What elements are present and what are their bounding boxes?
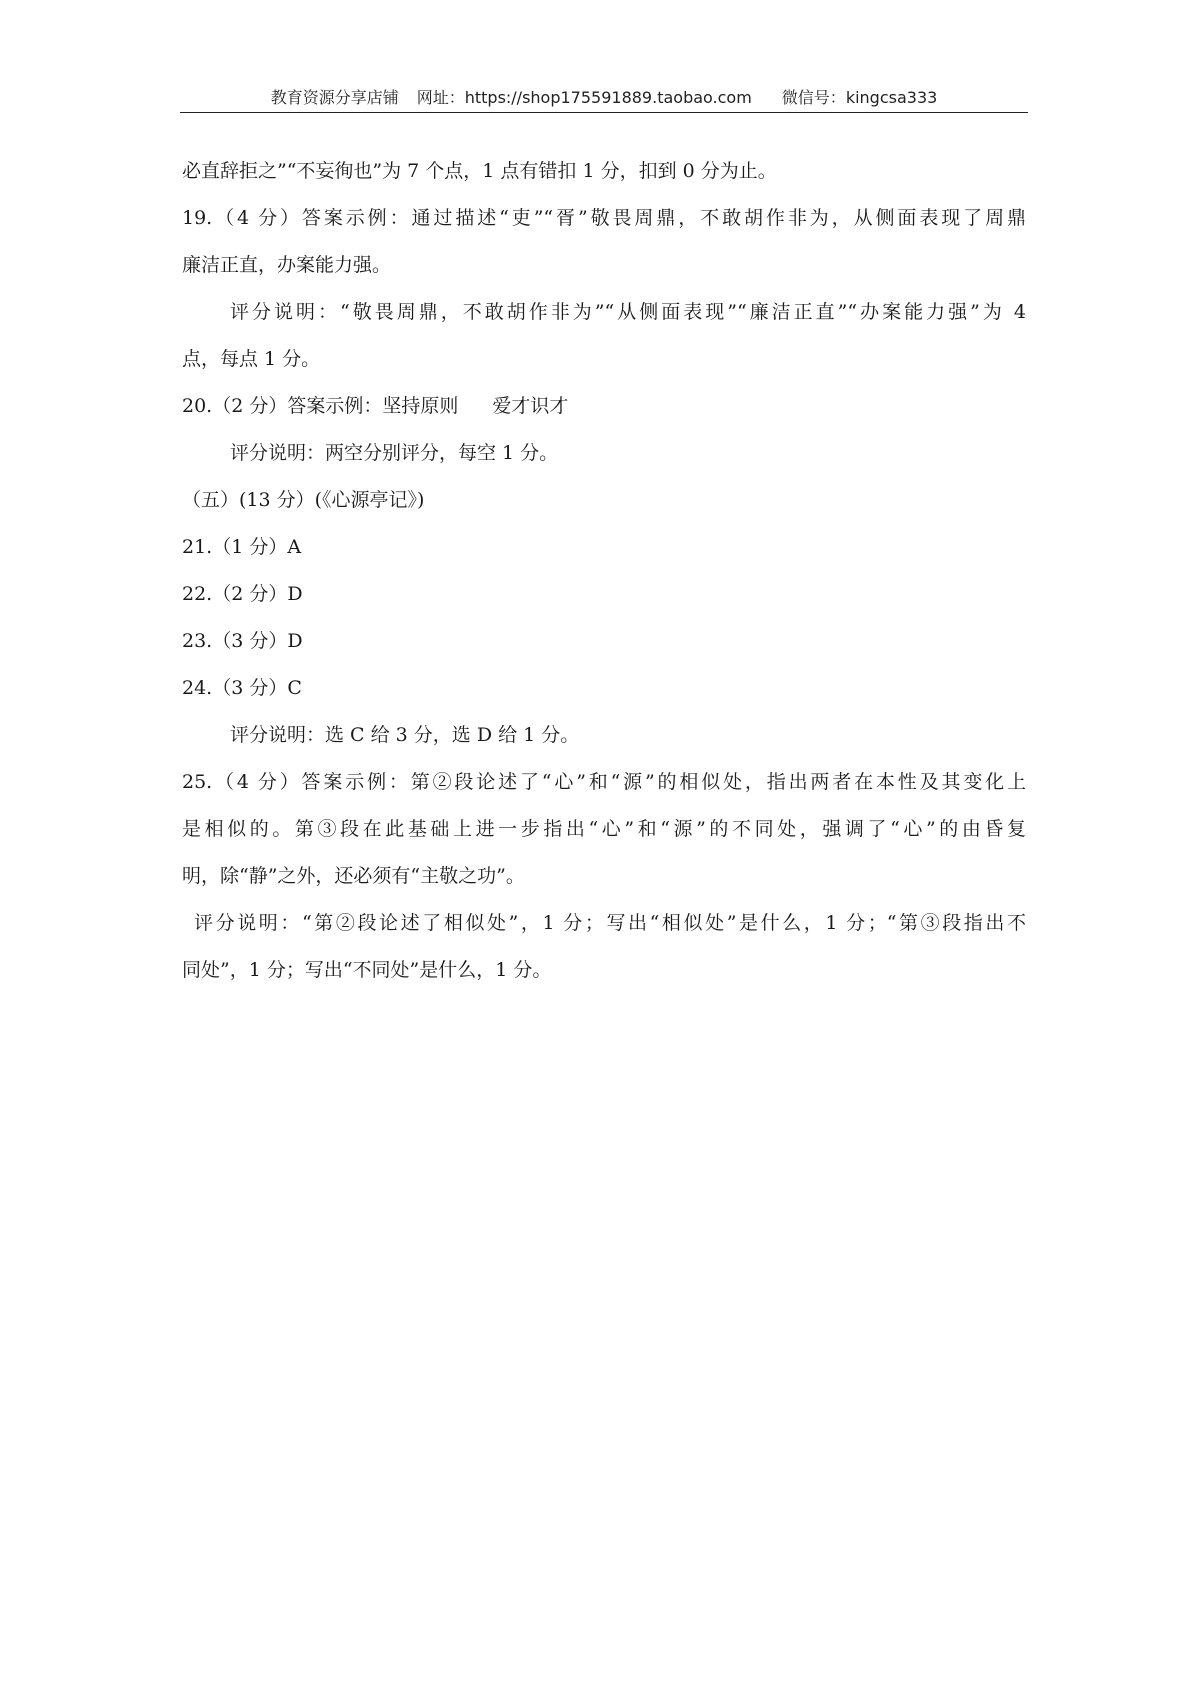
text-line: 点，每点 1 分。 bbox=[182, 348, 321, 370]
page-header bbox=[180, 84, 1028, 112]
text-line: 廉洁正直，办案能力强。 bbox=[182, 254, 392, 276]
shop-url: https://shop175591889.taobao.com bbox=[464, 88, 752, 107]
q24-answer: 24.（3 分）C bbox=[182, 677, 302, 699]
q19-scoring-line: 评分说明：“敬畏周鼎，不敢胡作非为”“从侧面表现”“廉洁正直”“办案能力强”为 4 bbox=[230, 301, 1026, 323]
q19-answer-line: 19.（4 分）答案示例：通过描述“吏”“胥”敬畏周鼎，不敢胡作非为，从侧面表现了周鼎 bbox=[182, 207, 1026, 229]
wechat-id: kingcsa333 bbox=[845, 88, 938, 107]
q20-answer-part2: 爱才识才 bbox=[492, 395, 569, 417]
q23-answer: 23.（3 分）D bbox=[182, 630, 303, 652]
url-label: 网址： bbox=[416, 88, 465, 107]
answer-content bbox=[182, 148, 1026, 994]
shop-name: 教育资源分享店铺 bbox=[270, 88, 399, 107]
q20-scoring-line: 评分说明：两空分别评分，每空 1 分。 bbox=[230, 442, 559, 464]
header-divider bbox=[180, 112, 1028, 113]
q24-scoring-line: 评分说明：选 C 给 3 分，选 D 给 1 分。 bbox=[230, 724, 580, 746]
q21-answer: 21.（1 分）A bbox=[182, 536, 302, 558]
text-line: 明，除“静”之外，还必须有“主敬之功”。 bbox=[182, 865, 525, 887]
section-heading: （五）(13 分）(《心源亭记》) bbox=[182, 489, 425, 511]
q25-answer-line: 25.（4 分）答案示例：第②段论述了“心”和“源”的相似处，指出两者在本性及其变化上 bbox=[182, 771, 1026, 793]
q25-scoring-line: 评分说明：“第②段论述了相似处”，1 分；写出“相似处”是什么，1 分；“第③段指出不 bbox=[194, 912, 1026, 934]
q25-answer-line: 是相似的。第③段在此基础上进一步指出“心”和“源”的不同处，强调了“心”的由昏复 bbox=[182, 818, 1026, 840]
q20-answer-line bbox=[182, 383, 1026, 430]
text-line: 同处”，1 分；写出“不同处”是什么，1 分。 bbox=[182, 959, 552, 981]
wechat-label: 微信号： bbox=[781, 88, 846, 107]
text-line: 必直辞拒之”“不妄徇也”为 7 个点，1 点有错扣 1 分，扣到 0 分为止。 bbox=[182, 160, 777, 182]
q20-answer-part1: 20.（2 分）答案示例：坚持原则 bbox=[182, 395, 459, 417]
q22-answer: 22.（2 分）D bbox=[182, 583, 303, 605]
